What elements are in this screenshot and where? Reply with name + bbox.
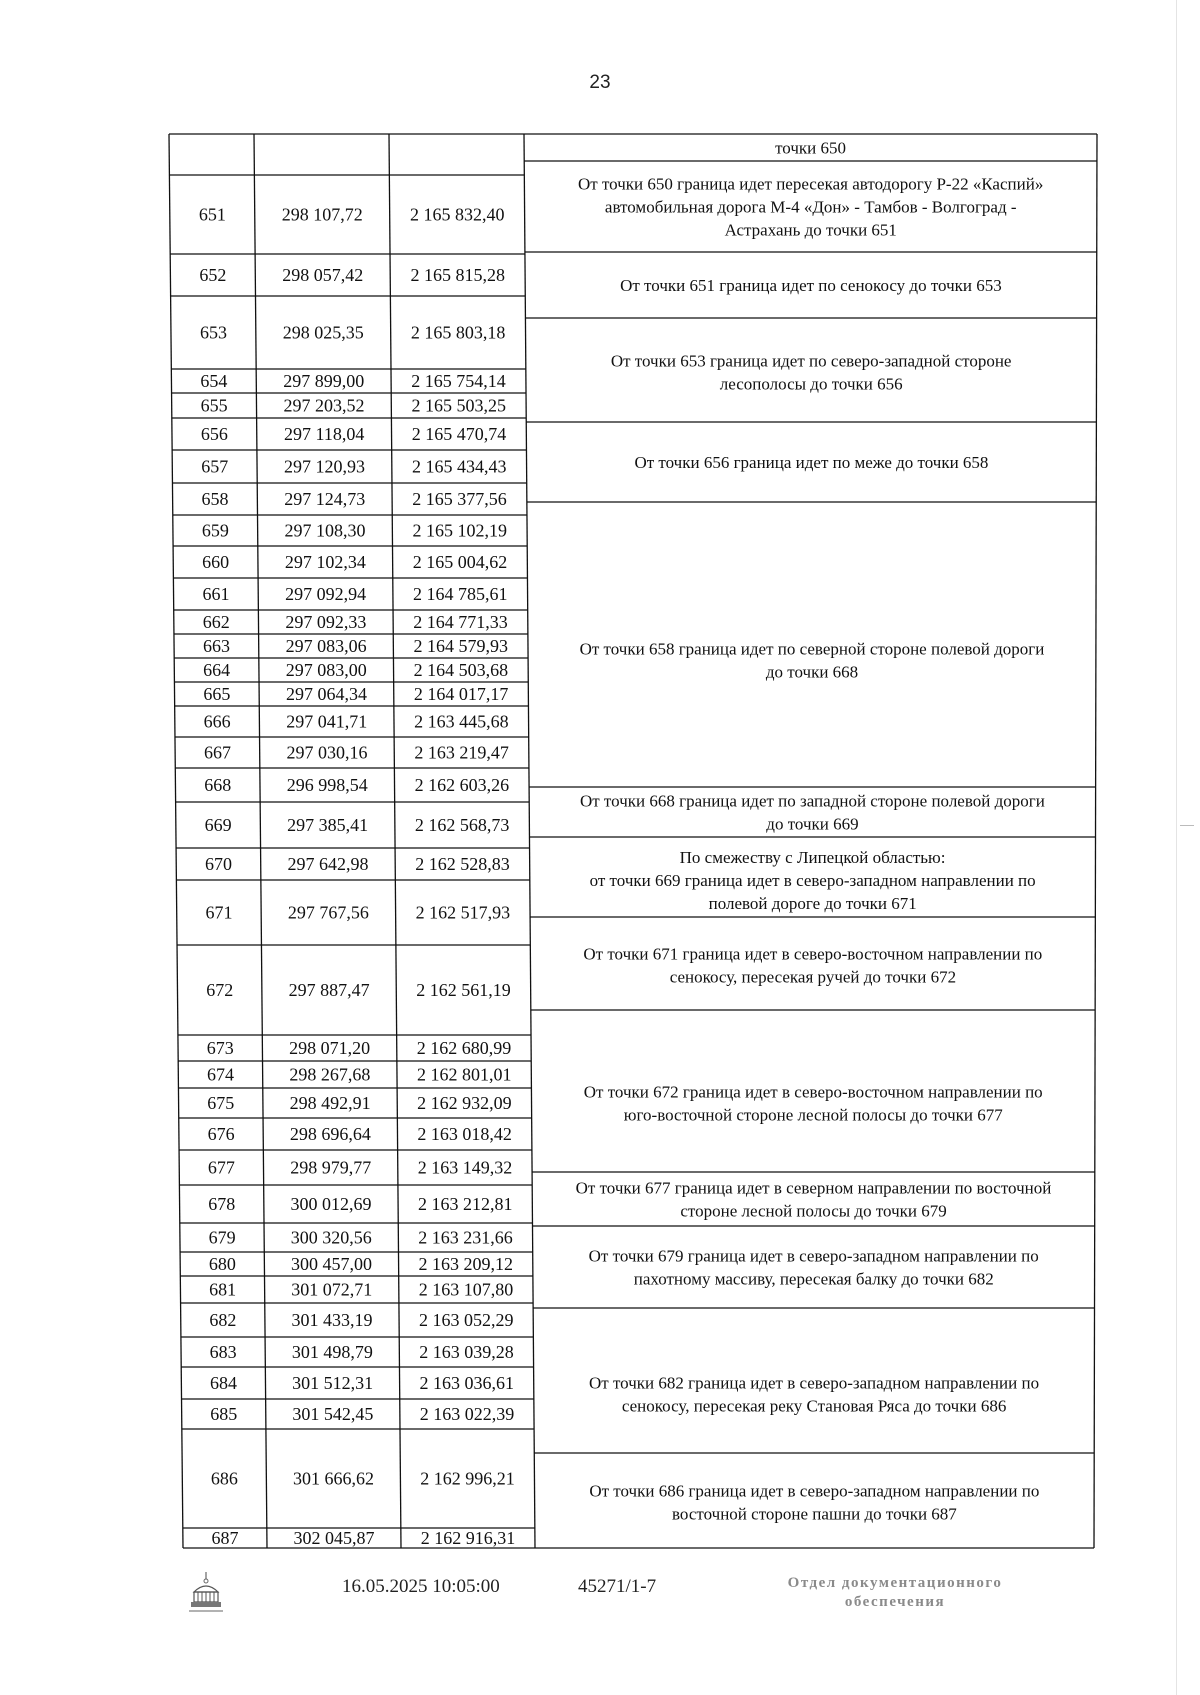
coordinate-y: 2 163 231,66 (418, 1227, 513, 1248)
scan-edge-mark (1176, 0, 1177, 1695)
coordinate-y: 2 162 932,09 (417, 1093, 512, 1113)
description-line: От точки 686 граница идет в северо-западном направлении по (589, 1481, 1040, 1501)
point-number: 668 (204, 775, 232, 795)
coordinate-y: 2 163 039,28 (419, 1342, 514, 1362)
coordinate-y: 2 163 036,61 (419, 1373, 514, 1393)
boundary-descriptions (576, 139, 1052, 1524)
table-border-left (169, 134, 183, 1548)
coordinate-y: 2 165 503,25 (411, 395, 507, 416)
coordinate-y: 2 162 568,73 (414, 815, 510, 835)
department-stamp (740, 1574, 1050, 1612)
coordinate-x: 297 092,94 (285, 584, 367, 604)
description-line: восточной стороне пашни до точки 687 (672, 1504, 957, 1524)
coordinate-x: 298 025,35 (282, 322, 364, 343)
coordinate-y: 2 162 680,99 (416, 1038, 512, 1058)
point-number: 651 (198, 204, 226, 225)
point-number: 674 (207, 1064, 235, 1085)
description-line: От точки 672 граница идет в северо-восточном направлении по (583, 1082, 1043, 1102)
coordinate-x: 302 045,87 (293, 1528, 375, 1548)
point-number: 679 (208, 1227, 236, 1248)
column-divider (389, 134, 401, 1548)
scan-edge-mark (1180, 825, 1194, 826)
coordinate-y: 2 164 785,61 (413, 584, 508, 604)
coordinate-y: 2 164 503,68 (413, 660, 509, 680)
point-number: 683 (209, 1342, 237, 1362)
point-number: 684 (209, 1373, 237, 1393)
coordinate-y: 2 162 916,31 (420, 1528, 516, 1548)
department-stamp-line1: Отдел документационного (787, 1575, 1003, 1591)
coordinate-y: 2 163 052,29 (418, 1310, 514, 1330)
description-line: лесополосы до точки 656 (719, 374, 903, 394)
coordinate-x: 300 320,56 (290, 1227, 372, 1248)
column-divider (254, 134, 267, 1548)
point-number: 672 (206, 980, 234, 1000)
registry-logo-icon (186, 1570, 226, 1616)
description-line: сенокосу, пересекая ручей до точки 672 (669, 967, 957, 987)
coordinate-x: 301 542,45 (292, 1404, 374, 1424)
description-line: По смежеству с Липецкой областью: (679, 848, 946, 867)
coordinate-y: 2 165 815,28 (410, 265, 505, 285)
point-number: 659 (201, 520, 229, 541)
point-number: 655 (200, 395, 228, 416)
coordinate-y: 2 164 771,33 (413, 612, 508, 632)
coordinate-y: 2 165 832,40 (409, 204, 505, 225)
coordinate-x: 297 083,00 (285, 660, 367, 680)
coordinate-x: 297 083,06 (285, 636, 367, 656)
description-line: юго-восточной стороне лесной полосы до точки 677 (623, 1105, 1003, 1125)
coordinate-y: 2 162 996,21 (420, 1468, 515, 1489)
coordinate-x: 298 979,77 (290, 1157, 372, 1178)
coordinate-y: 2 165 803,18 (410, 322, 506, 343)
coordinate-x: 298 071,20 (289, 1038, 371, 1058)
coordinate-x: 297 899,00 (283, 371, 365, 391)
coordinate-x: 297 124,73 (284, 489, 366, 509)
description-line: От точки 668 граница идет по западной стороне полевой дороги (579, 791, 1045, 811)
description-line: сенокосу, пересекая реку Становая Ряса до точки 686 (621, 1396, 1007, 1416)
description-continuation: точки 650 (775, 138, 847, 158)
coordinate-y: 2 163 209,12 (418, 1254, 513, 1274)
point-number: 657 (201, 456, 229, 477)
description-line: От точки 671 граница идет в северо-восточном направлении по (583, 944, 1043, 964)
coordinate-x: 297 642,98 (287, 854, 369, 874)
point-number: 669 (204, 815, 232, 835)
point-number: 675 (207, 1093, 235, 1113)
coordinate-x: 297 385,41 (287, 815, 369, 835)
description-line: до точки 668 (765, 662, 859, 682)
coordinate-y: 2 162 561,19 (416, 980, 511, 1000)
coordinate-x: 301 512,31 (292, 1373, 374, 1393)
coordinate-y: 2 165 470,74 (411, 424, 507, 444)
description-line: От точки 682 граница идет в северо-западном направлении по (589, 1373, 1040, 1393)
department-stamp-line2: обеспечения (844, 1594, 946, 1610)
coordinate-y: 2 164 017,17 (413, 684, 509, 704)
point-number: 664 (203, 660, 231, 680)
coordinate-x: 297 030,16 (286, 742, 368, 763)
point-number: 666 (203, 711, 231, 732)
table-grid (169, 134, 1097, 1548)
description-line: От точки 679 граница идет в северо-западном направлении по (588, 1246, 1039, 1266)
coordinate-x: 298 107,72 (281, 204, 363, 225)
description-line: полевой дороге до точки 671 (708, 894, 917, 913)
point-number: 665 (203, 684, 231, 704)
coordinate-x: 301 498,79 (291, 1342, 373, 1362)
point-number: 653 (199, 322, 227, 343)
description-line: от точки 669 граница идет в северо-западном направлении по (589, 871, 1036, 890)
point-number: 681 (209, 1279, 237, 1300)
point-number: 682 (209, 1310, 237, 1330)
coordinate-x: 301 666,62 (292, 1468, 374, 1489)
coordinate-x: 298 267,68 (289, 1064, 371, 1085)
description-line: От точки 677 граница идет в северном направлении по восточной (575, 1178, 1052, 1198)
coordinate-y: 2 162 801,01 (416, 1064, 512, 1085)
point-number: 686 (210, 1468, 238, 1489)
point-number: 673 (206, 1038, 234, 1058)
coordinate-y: 2 163 149,32 (417, 1157, 513, 1178)
coordinate-x: 297 120,93 (283, 456, 365, 477)
description-line: От точки 653 граница идет по северо-западной стороне (610, 351, 1012, 371)
description-line: Астрахань до точки 651 (724, 220, 897, 240)
description-line: От точки 656 граница идет по меже до точки 658 (634, 453, 989, 472)
coordinate-x: 297 064,34 (286, 684, 368, 704)
coordinate-rows (199, 205, 515, 1549)
coordinate-y: 2 162 603,26 (414, 775, 510, 795)
coordinate-y: 2 165 434,43 (412, 456, 507, 477)
page-number: 23 (589, 72, 611, 93)
coordinate-x: 297 108,30 (284, 520, 366, 541)
coordinate-x: 301 433,19 (291, 1310, 373, 1330)
stamp-document-id: 45271/1-7 (578, 1576, 657, 1597)
coordinate-y: 2 162 517,93 (415, 902, 511, 923)
coordinate-x: 298 492,91 (289, 1093, 371, 1113)
point-number: 677 (207, 1157, 235, 1178)
coordinate-y: 2 163 212,81 (418, 1194, 513, 1214)
point-number: 654 (200, 371, 228, 391)
point-number: 660 (202, 552, 230, 572)
point-number: 685 (210, 1404, 238, 1424)
column-divider (524, 134, 535, 1548)
coordinate-y: 2 162 528,83 (415, 854, 510, 874)
point-number: 658 (201, 489, 229, 509)
coordinate-y: 2 163 018,42 (417, 1124, 512, 1144)
coordinate-x: 300 012,69 (290, 1194, 372, 1214)
point-number: 662 (202, 612, 230, 632)
coordinate-x: 298 696,64 (289, 1124, 371, 1144)
description-line: От точки 658 граница идет по северной стороне полевой дороги (579, 639, 1045, 659)
coordinate-y: 2 163 219,47 (414, 742, 509, 763)
coordinate-x: 300 457,00 (291, 1254, 373, 1274)
coordinate-x: 297 767,56 (287, 902, 369, 923)
description-line: От точки 651 граница идет по сенокосу до точки 653 (620, 276, 1002, 295)
coordinate-y: 2 163 445,68 (414, 711, 509, 732)
coordinate-y: 2 165 377,56 (412, 489, 507, 509)
coordinate-y: 2 165 102,19 (412, 520, 508, 541)
description-line: стороне лесной полосы до точки 679 (680, 1201, 947, 1221)
table-border-right (1094, 134, 1097, 1548)
coordinate-x: 297 041,71 (286, 711, 368, 732)
coordinate-y: 2 165 754,14 (411, 371, 506, 391)
coordinate-x: 301 072,71 (291, 1279, 373, 1300)
coordinate-x: 296 998,54 (286, 775, 368, 795)
coordinate-x: 298 057,42 (282, 265, 364, 285)
description-line: автомобильная дорога М-4 «Дон» - Тамбов - Волгоград - (604, 197, 1017, 217)
coordinate-y: 2 163 107,80 (418, 1279, 514, 1300)
coordinate-y: 2 164 579,93 (413, 636, 508, 656)
point-number: 663 (202, 636, 230, 656)
coordinate-x: 297 102,34 (284, 552, 366, 572)
point-number: 667 (203, 742, 231, 763)
description-line: пахотному массиву, пересекая балку до точки 682 (633, 1269, 994, 1289)
point-number: 670 (205, 854, 233, 874)
point-number: 656 (200, 424, 228, 444)
point-number: 652 (199, 265, 227, 285)
stamp-datetime: 16.05.2025 10:05:00 (342, 1576, 500, 1597)
point-number: 687 (211, 1528, 239, 1548)
coordinate-x: 297 092,33 (285, 612, 367, 632)
point-number: 661 (202, 584, 230, 604)
point-number: 678 (208, 1194, 236, 1214)
description-line: От точки 650 граница идет пересекая автодорогу Р-22 «Каспий» (577, 174, 1044, 194)
coordinate-x: 297 887,47 (288, 980, 370, 1000)
coordinate-y: 2 165 004,62 (412, 552, 508, 572)
coordinate-y: 2 163 022,39 (419, 1404, 515, 1424)
coordinate-x: 297 118,04 (284, 424, 365, 444)
description-line: до точки 669 (766, 814, 859, 834)
point-number: 671 (205, 902, 233, 923)
point-number: 680 (208, 1254, 236, 1274)
point-number: 676 (207, 1124, 235, 1144)
coordinate-x: 297 203,52 (283, 395, 365, 416)
